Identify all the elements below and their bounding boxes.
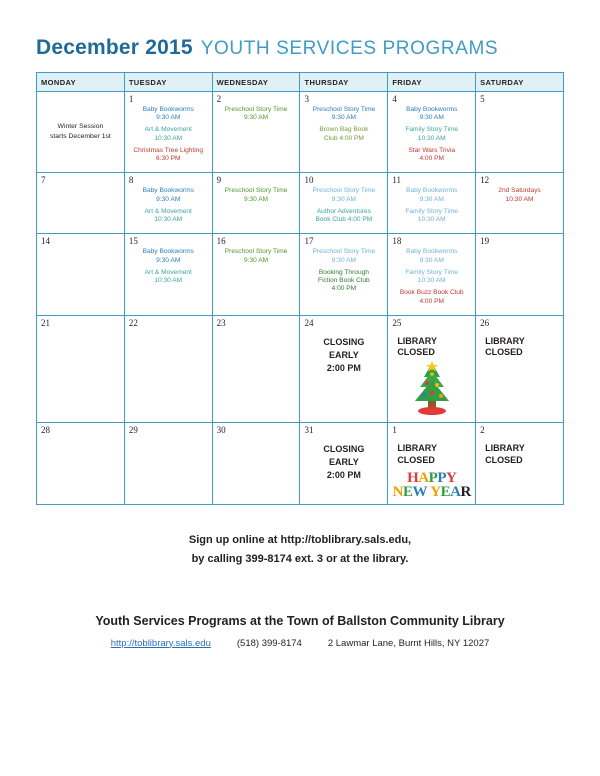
day-content: [388, 328, 475, 422]
footer-website-link[interactable]: http://toblibrary.sals.edu: [110, 637, 211, 649]
day-content: [125, 246, 212, 294]
day-content: [125, 328, 212, 335]
page-title: [36, 0, 564, 72]
new-year-line-2: NEW YEAR: [392, 483, 471, 500]
calendar-day-cell: [212, 315, 300, 422]
signup-block: [36, 531, 564, 570]
calendar-day-cell: [476, 315, 564, 422]
calendar-day-cell: [476, 234, 564, 315]
calendar-day-cell: [300, 315, 388, 422]
calendar-day-cell: [388, 423, 476, 505]
calendar-day-cell: [388, 92, 476, 173]
calendar-day-cell: [300, 423, 388, 505]
calendar-day-cell: [212, 173, 300, 234]
calendar-day-cell: [476, 173, 564, 234]
calendar-day-cell: [37, 423, 125, 505]
calendar-event: Baby Bookworms 9:30 AM: [406, 187, 458, 203]
day-content: [300, 104, 387, 152]
day-content: [37, 185, 124, 192]
calendar-event: Preschool Story Time 9:30 AM: [312, 106, 376, 122]
day-number: 1: [128, 94, 134, 104]
calendar-body: [37, 92, 564, 505]
calendar-event: Baby Bookworms 9:30 AM: [406, 106, 458, 122]
signup-line-1: Sign up online at http://toblibrary.sals.edu,: [188, 534, 412, 546]
calendar-day-cell: [124, 315, 212, 422]
calendar-event: Brown Bag Book Club 4:00 PM: [319, 126, 369, 142]
day-content: [476, 104, 563, 111]
day-content: [388, 435, 475, 504]
new-year-line-1: HAPPY: [407, 469, 457, 486]
calendar-day-cell: [124, 92, 212, 173]
calendar-event: Preschool Story Time 9:30 AM: [312, 187, 376, 203]
calendar-day-cell: [124, 234, 212, 315]
calendar-event: 2nd Saturdays 10:30 AM: [498, 187, 541, 203]
day-number: 17: [304, 236, 314, 247]
calendar-day-cell: [476, 92, 564, 173]
calendar-day-cell: [388, 234, 476, 315]
day-number: 9: [216, 175, 222, 186]
calendar-day-cell: [300, 234, 388, 315]
day-content: [213, 246, 300, 273]
calendar-event: Star Wars Trivia 4:00 PM: [408, 146, 456, 163]
day-content: [37, 246, 124, 253]
calendar-event: Book Buzz Book Club 4:00 PM: [399, 289, 464, 305]
day-number: 14: [41, 236, 50, 247]
closing-early-notice: CLOSING EARLY 2:00 PM: [323, 444, 365, 481]
calendar-day-cell: [300, 173, 388, 234]
day-number: 30: [216, 425, 226, 436]
day-content: [213, 435, 300, 442]
weekday-header-friday: FRIDAY: [388, 73, 476, 92]
day-number: 15: [128, 236, 138, 247]
day-content: [37, 435, 124, 442]
day-number: 18: [392, 236, 402, 247]
day-content: [125, 185, 212, 233]
calendar-day-cell: [212, 92, 300, 173]
day-content: [37, 104, 124, 146]
day-content: [213, 185, 300, 212]
day-number: 25: [392, 317, 402, 328]
calendar-event: Art & Movement 10:30 AM: [144, 268, 192, 285]
winter-session-note: Winter Session starts December 1st: [50, 123, 111, 140]
closing-early-notice: CLOSING EARLY 2:00 PM: [323, 336, 365, 373]
calendar-event: Preschool Story Time 9:30 AM: [224, 187, 288, 203]
calendar-week-row: [37, 92, 564, 173]
day-number: [37, 92, 124, 104]
day-number: 26: [480, 317, 490, 328]
calendar-event: Preschool Story Time 9:30 AM: [224, 106, 288, 122]
footer-address: 2 Lawmar Lane, Burnt Hills, NY 12027: [327, 637, 490, 649]
day-number: 5: [480, 94, 485, 104]
calendar-event: Art & Movement 10:30 AM: [144, 126, 192, 142]
day-number: 4: [392, 94, 397, 104]
day-content: [388, 246, 475, 314]
day-number: 29: [128, 425, 138, 436]
weekday-header-saturday: SATURDAY: [476, 73, 564, 92]
day-number: 24: [304, 317, 314, 328]
signup-line-2: by calling 399-8174 ext. 3 or at the library.: [191, 553, 409, 566]
day-number: 21: [41, 317, 50, 328]
calendar-day-cell: [212, 234, 300, 315]
weekday-header-thursday: THURSDAY: [300, 73, 388, 92]
day-number: 31: [304, 425, 314, 436]
day-content: [300, 246, 387, 302]
calendar-event: Family Story Time 10:30 AM: [405, 268, 459, 285]
day-content: [300, 328, 387, 380]
calendar-day-cell: [300, 92, 388, 173]
day-number: 23: [216, 317, 226, 328]
calendar-header-row: [37, 73, 564, 92]
calendar-event: Baby Bookworms 9:30 AM: [142, 106, 194, 122]
day-number: 1: [392, 425, 397, 436]
calendar-week-row: [37, 173, 564, 234]
day-content: [213, 328, 300, 335]
calendar-event: Christmas Tree Lighting 6:30 PM: [133, 146, 204, 163]
day-number: 8: [128, 175, 134, 186]
day-number: 2: [480, 425, 485, 436]
calendar-day-cell: [476, 423, 564, 505]
day-number: 16: [216, 236, 226, 247]
day-content: [476, 435, 563, 471]
day-number: 2: [216, 94, 222, 104]
day-content: [300, 435, 387, 487]
day-content: [37, 328, 124, 335]
library-closed-notice: LIBRARY CLOSED: [397, 335, 437, 358]
day-content: [476, 328, 563, 364]
day-content: [388, 185, 475, 233]
day-number: 10: [304, 175, 314, 186]
day-number: 19: [480, 236, 490, 247]
calendar-week-row: [37, 423, 564, 505]
library-closed-notice: LIBRARY CLOSED: [485, 443, 525, 465]
calendar-event: Author Adventures Book Club 4:00 PM: [315, 207, 373, 224]
calendar-event: Preschool Story Time 9:30 AM: [224, 248, 288, 264]
calendar-event: Preschool Story Time 9:30 AM: [312, 248, 376, 264]
day-number: 12: [480, 175, 490, 186]
day-number: 7: [41, 175, 46, 186]
day-number: 11: [392, 175, 401, 186]
happy-new-year-art: [391, 467, 472, 500]
day-content: [125, 435, 212, 442]
calendar-event: Baby Bookworms 9:30 AM: [406, 248, 458, 264]
page-title-subtitle: YOUTH SERVICES PROGRAMS: [200, 38, 499, 59]
day-content: [476, 185, 563, 212]
footer-title: Youth Services Programs at the Town of Ballston Community Library: [95, 613, 505, 628]
day-number: 22: [128, 317, 138, 328]
calendar-day-cell: [388, 315, 476, 422]
library-closed-notice: LIBRARY CLOSED: [485, 335, 525, 358]
calendar-day-cell: [37, 173, 125, 234]
calendar-event: Baby Bookworms 9:30 AM: [142, 187, 194, 203]
day-content: [125, 104, 212, 172]
calendar-day-cell: [388, 173, 476, 234]
calendar-week-row: [37, 234, 564, 315]
weekday-header-monday: MONDAY: [37, 73, 125, 92]
calendar-day-cell: [37, 315, 125, 422]
day-number: 28: [41, 425, 50, 436]
calendar-week-row: [37, 315, 564, 422]
calendar-table: [36, 72, 564, 505]
calendar-event: Baby Bookworms 9:30 AM: [142, 248, 194, 264]
calendar-day-cell: [124, 423, 212, 505]
calendar-day-cell: [37, 234, 125, 315]
footer-phone: (518) 399-8174: [236, 637, 302, 649]
page-title-month: December 2015: [36, 36, 193, 59]
calendar-day-cell: [37, 92, 125, 173]
day-content: [388, 104, 475, 172]
calendar-day-cell: [124, 173, 212, 234]
christmas-tree-art: [391, 361, 472, 417]
day-content: [213, 104, 300, 131]
footer-contact-row: [36, 638, 564, 649]
calendar-event: Family Story Time 10:30 AM: [405, 207, 459, 224]
footer: [36, 614, 564, 649]
weekday-header-wednesday: WEDNESDAY: [212, 73, 300, 92]
calendar-day-cell: [212, 423, 300, 505]
day-content: [300, 185, 387, 233]
calendar-event: Booking Through Fiction Book Club 4:00 PM: [318, 268, 370, 293]
library-closed-notice: LIBRARY CLOSED: [397, 443, 437, 465]
day-number: 3: [304, 94, 309, 104]
weekday-header-tuesday: TUESDAY: [124, 73, 212, 92]
day-content: [476, 246, 563, 253]
calendar-event: Art & Movement 10:30 AM: [144, 207, 192, 224]
calendar-event: Family Story Time 10:30 AM: [405, 126, 459, 142]
